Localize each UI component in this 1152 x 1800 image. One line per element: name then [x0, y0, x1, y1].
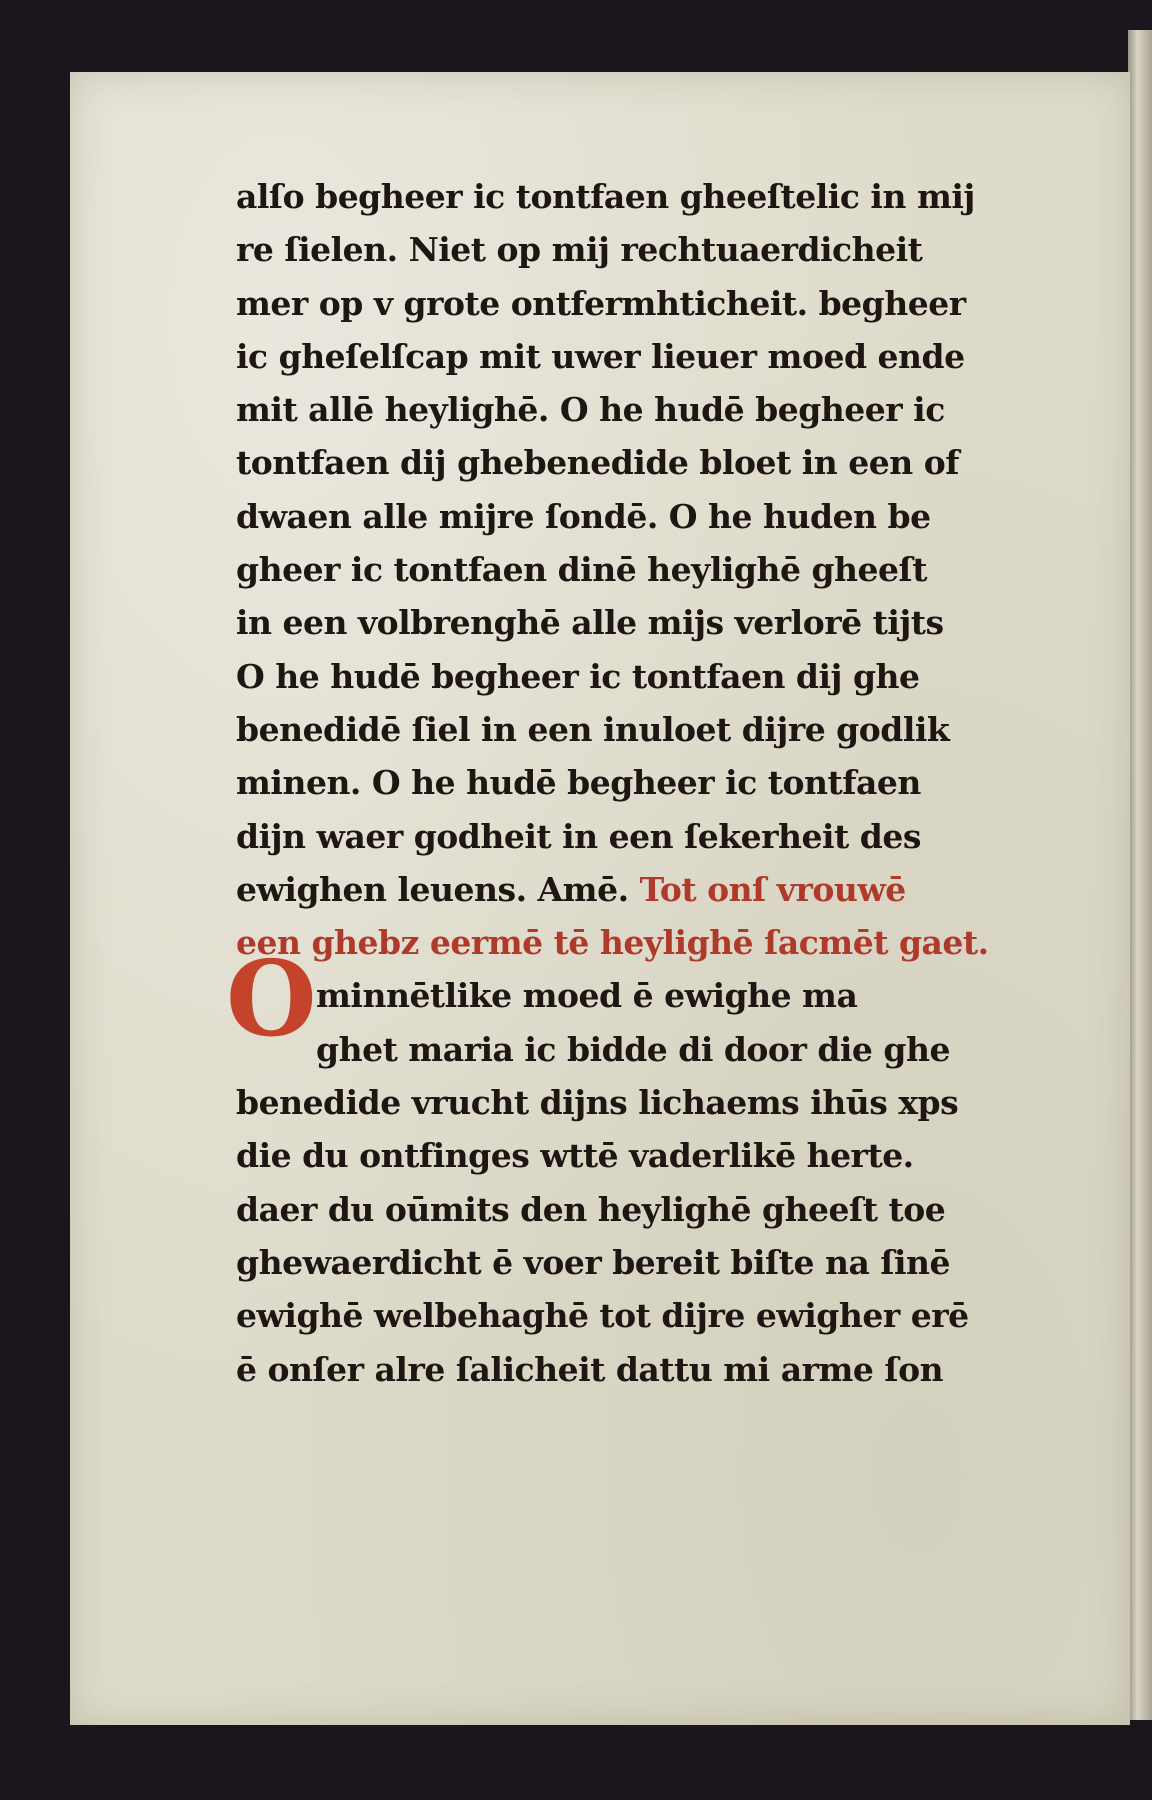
text-line: mer op v grote ontfermhticheit. begheer [236, 283, 966, 323]
text-line: ic gheſelſcap mit uwer lieuer moed ende [236, 336, 965, 376]
prayer-line: die du ontfinges wttē vaderlikē herte. [236, 1136, 914, 1176]
decorated-initial: O [226, 937, 317, 1060]
prayer-line: benedide vrucht dijns lichaems ihūs xps [236, 1083, 959, 1123]
text-segment: ewighen leuens. Amē. [236, 869, 629, 909]
text-line: tontfaen dij ghebenedide bloet in een of [236, 443, 959, 483]
text-line: dijn waer godheit in een ſekerheit des [236, 816, 921, 856]
prayer-line: ewighē welbehaghē tot dijre ewigher erē [236, 1296, 969, 1336]
prayer-line: ē onſer alre ſalicheit dattu mi arme ſon [236, 1349, 944, 1389]
text-line: alſo begheer ic tontfaen gheeſtelic in mij [236, 177, 975, 216]
rubric-inline: Tot onſ vrouwē [639, 869, 906, 909]
text-line: dwaen alle mijre ſondē. O he huden be [236, 496, 931, 536]
text-line: minen. O he hudē begheer ic tontfaen [236, 763, 921, 803]
text-block [236, 170, 1066, 1396]
text-line-with-rubric [236, 863, 1066, 916]
text-line: re ſielen. Niet op mij rechtuaerdicheit [236, 230, 923, 270]
prayer-line: ghet maria ic bidde di door die ghe [316, 1029, 950, 1069]
text-line: O he hudē begheer ic tontfaen dij ghe [236, 656, 920, 696]
text-line: gheer ic tontfaen dinē heylighē gheeſt [236, 550, 927, 590]
prayer-line: daer du oūmits den heylighē gheeſt toe [236, 1189, 946, 1229]
text-line: mit allē heylighē. O he hudē begheer ic [236, 390, 945, 430]
next-leaf-edge [1128, 30, 1152, 1720]
text-line: benedidē ſiel in een inuloet dijre godlik [236, 709, 950, 749]
prayer-line: minnētlike moed ē ewighe ma [316, 976, 858, 1016]
prayer-line: ghewaerdicht ē voer bereit biſte na ſinē [236, 1242, 951, 1282]
text-line: in een volbrenghē alle mijs verlorē tijts [236, 603, 944, 643]
rubric-line: een ghebz eermē tē heylighē ſacmēt gaet. [236, 923, 989, 963]
